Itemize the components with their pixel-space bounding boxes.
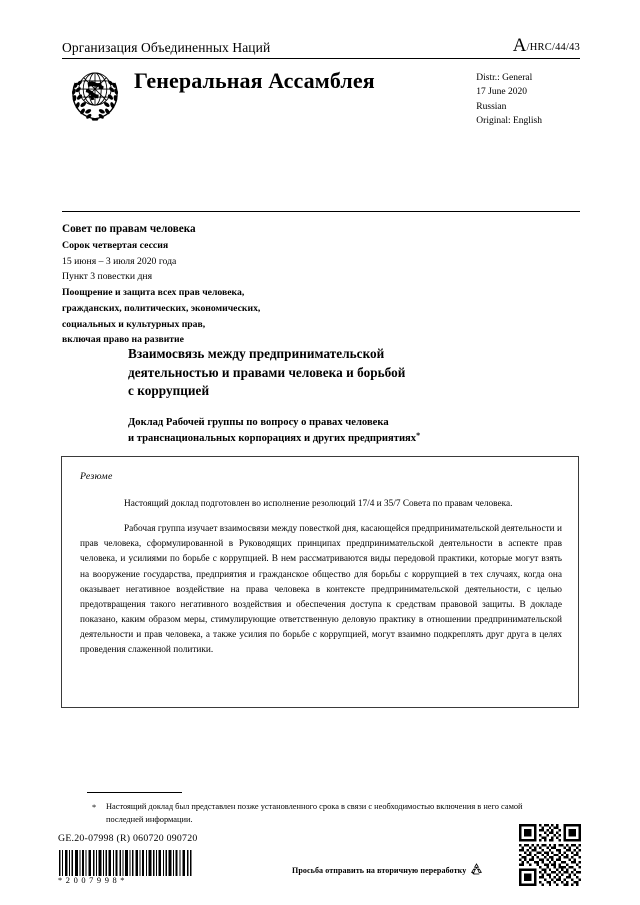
- recycle-icon: [469, 862, 484, 877]
- qr-code-icon: [519, 824, 581, 886]
- footnote-star-icon: *: [92, 803, 97, 812]
- general-assembly-title: Генеральная Ассамблея: [134, 68, 375, 93]
- masthead-body-row: [62, 59, 580, 129]
- footnote-marker-icon: *: [416, 431, 421, 441]
- masthead-top-row: [62, 36, 580, 58]
- footnote: [92, 800, 552, 826]
- summary-body: [80, 497, 562, 658]
- document-symbol-letter: A: [512, 35, 527, 56]
- footnote-text: Настоящий доклад был представлен позже установленного срока в связи с необходимостью включения в него самой последней информации.: [106, 802, 523, 825]
- summary-paragraph-1: Настоящий доклад подготовлен во исполнение резолюций 17/4 и 35/7 Совета по правам человека.: [124, 499, 513, 509]
- masthead: [62, 36, 580, 129]
- council-name: Совет по правам человека: [62, 223, 196, 235]
- recycle-note: [292, 862, 484, 877]
- footnote-divider: [87, 792, 182, 793]
- job-number: GE.20-07998 (R) 060720 090720: [58, 833, 198, 844]
- report-title-line-3: с коррупцией: [128, 383, 210, 399]
- organization-name: Организация Объединенных Наций: [62, 40, 271, 56]
- report-subtitle: [128, 415, 558, 446]
- summary-paragraph-2: Рабочая группа изучает взаимосвязи между повесткой дня, касающейся предпринимательской деятельности и прав человека, сформулированной в Руководящих принципах предпринимательской деятельности в аспекте прав человека, и усилиями по борьбе с коррупцией. В нем рассматриваются виды передовой практики, которые могут взять на вооружение государства, предприятия и гражданское общество для борьбы с коррупцией в тех случаях, когда она оказывает негативное воздействие на права человека в контексте предпринимательской деятельности, с целью предотвращения такого негативного воздействия и обеспечения доступа к средствам правовой защиты. В докладе показано, каким образом меры, стимулирующие ответственную деловую практику в отношении предпринимательской деятельности и прав человека, а также усилия по борьбе с коррупцией, могут взаимно подкреплять друг друга в целях проведения слаженной политики.: [80, 524, 562, 656]
- distr-date: 17 June 2020: [476, 87, 527, 98]
- un-emblem-icon: [64, 64, 126, 124]
- barcode: [58, 850, 193, 885]
- barcode-digits: *2007998*: [58, 876, 129, 885]
- report-title: [128, 345, 558, 401]
- summary-box: [61, 456, 579, 708]
- summary-label: Резюме: [80, 471, 113, 482]
- document-symbol: [513, 36, 580, 56]
- section-divider: [62, 211, 580, 212]
- session-block: [62, 221, 492, 348]
- session-number: Сорок четвертая сессия: [62, 239, 169, 251]
- distr-language: Russian: [476, 101, 507, 112]
- report-subtitle-text: и транснациональных корпорациях и других предприятиях: [128, 433, 417, 445]
- report-title-line-1: Взаимосвязь между предпринимательской: [128, 346, 385, 361]
- agenda-item: Пункт 3 повестки дня: [62, 271, 153, 283]
- agenda-title-line-2: гражданских, политических, экономических,: [62, 302, 261, 314]
- session-dates: 15 июня – 3 июля 2020 года: [62, 255, 177, 267]
- barcode-bars-icon: [58, 850, 193, 876]
- distr-line: Distr.: General: [476, 73, 533, 83]
- agenda-title-line-1: Поощрение и защита всех прав человека,: [62, 287, 245, 299]
- distribution-block: [476, 64, 580, 129]
- agenda-title-line-4: включая право на развитие: [62, 334, 184, 346]
- report-subtitle-line-2: [128, 430, 558, 446]
- document-symbol-number: /HRC/44/43: [526, 42, 580, 53]
- agenda-title-line-3: социальных и культурных прав,: [62, 318, 206, 330]
- recycle-note-text: Просьба отправить на вторичную переработку: [292, 866, 467, 875]
- report-subtitle-line-1: Доклад Рабочей группы по вопросу о правах человека: [128, 417, 389, 428]
- distr-original: Original: English: [476, 116, 542, 127]
- report-title-line-2: деятельностью и правами человека и борьбой: [128, 364, 406, 380]
